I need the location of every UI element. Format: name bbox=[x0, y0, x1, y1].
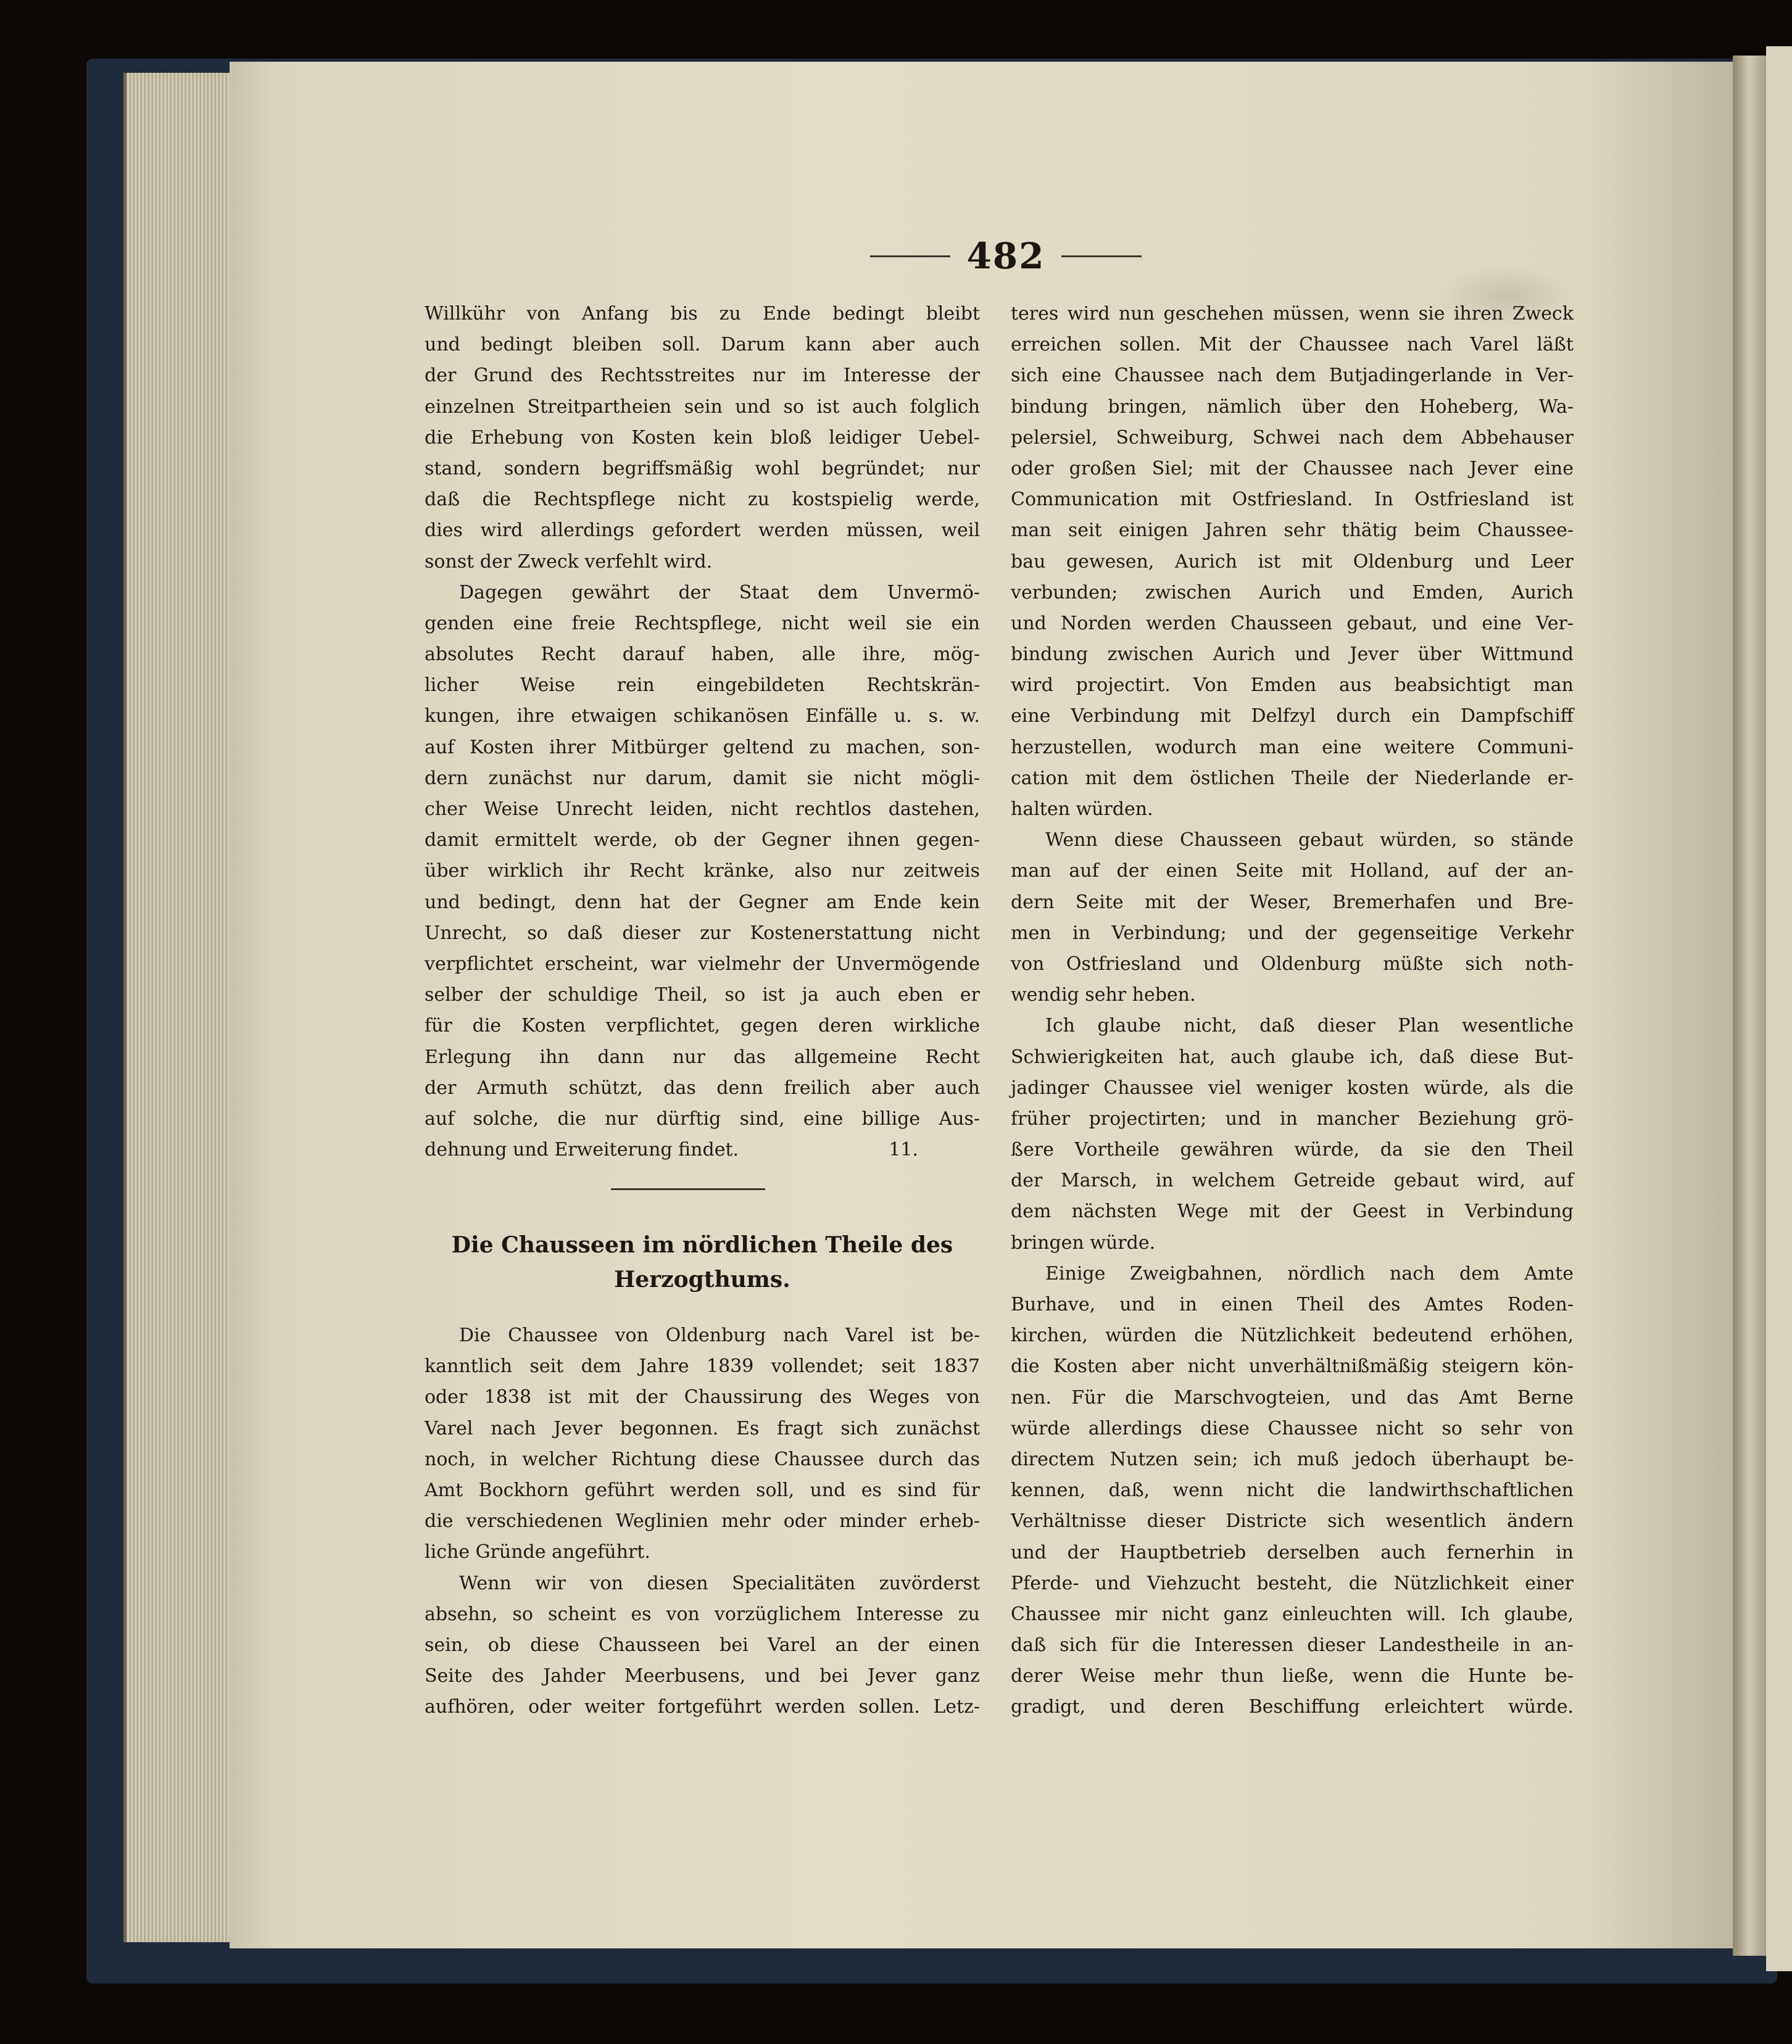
text-line: Schwierigkeiten hat, auch glaube ich, daß diese But- bbox=[1011, 1046, 1574, 1068]
text-line: über wirklich ihr Recht kränke, also nur zeitweis bbox=[425, 860, 980, 882]
text-line: bau gewesen, Aurich ist mit Oldenburg und Leer bbox=[1011, 550, 1574, 573]
text-line: dehnung und Erweiterung findet. bbox=[425, 1139, 739, 1161]
text-line: bindung bringen, nämlich über den Hoheberg, Wa- bbox=[1011, 395, 1574, 418]
text-line: jadinger Chaussee viel weniger kosten würde, als die bbox=[1011, 1077, 1574, 1099]
text-line: teres wird nun geschehen müssen, wenn sie ihren Zweck bbox=[1011, 303, 1574, 325]
text-line: und bedingt, denn hat der Gegner am Ende kein bbox=[425, 891, 980, 913]
text-line: Wenn wir von diesen Specialitäten zuvörderst bbox=[459, 1572, 980, 1594]
right-column bbox=[1011, 299, 1574, 1723]
text-line: verbunden; zwischen Aurich und Emden, Aurich bbox=[1011, 581, 1574, 603]
text-line: Willkühr von Anfang bis zu Ende bedingt bleibt bbox=[425, 303, 980, 325]
text-line: Wenn diese Chausseen gebaut würden, so stände bbox=[1045, 829, 1574, 851]
text-line: der Grund des Rechtsstreites nur im Interesse der bbox=[425, 365, 980, 387]
left-column-article bbox=[425, 1320, 980, 1723]
text-line: die Erhebung von Kosten kein bloß leidiger Uebel- bbox=[425, 426, 980, 449]
text-line: absolutes Recht darauf haben, alle ihre, mög- bbox=[425, 643, 980, 666]
text-line: Pferde- und Viehzucht besteht, die Nützlichkeit einer bbox=[1011, 1572, 1574, 1594]
text-line: dern zunächst nur darum, damit sie nicht mögli- bbox=[425, 767, 980, 789]
text-line: auf Kosten ihrer Mitbürger geltend zu machen, son- bbox=[425, 736, 980, 758]
text-line: die verschiedenen Weglinien mehr oder minder erheb- bbox=[425, 1510, 980, 1533]
text-line: der Marsch, in welchem Getreide gebaut wird, auf bbox=[1011, 1170, 1574, 1192]
text-line: Varel nach Jever begonnen. Es fragt sich zunächst bbox=[425, 1417, 980, 1439]
book-gutter bbox=[1733, 56, 1770, 1956]
text-line: von Ostfriesland und Oldenburg müßte sich noth- bbox=[1011, 953, 1574, 975]
text-line: erreichen sollen. Mit der Chaussee nach Varel läßt bbox=[1011, 334, 1574, 356]
text-line: sein, ob diese Chausseen bei Varel an der einen bbox=[425, 1634, 980, 1656]
section-heading bbox=[425, 1228, 980, 1297]
text-line: directem Nutzen sein; ich muß jedoch überhaupt be- bbox=[1011, 1448, 1574, 1470]
text-line: und bedingt bleiben soll. Darum kann aber auch bbox=[425, 334, 980, 356]
text-line: derer Weise mehr thun ließe, wenn die Hunte be- bbox=[1011, 1665, 1574, 1687]
text-line: Burhave, und in einen Theil des Amtes Roden- bbox=[1011, 1294, 1574, 1315]
text-line: und Norden werden Chausseen gebaut, und eine Ver- bbox=[1011, 612, 1574, 634]
text-line: früher projectirten; und in mancher Beziehung grö- bbox=[1011, 1107, 1574, 1130]
text-line: sonst der Zweck verfehlt wird. bbox=[425, 550, 713, 573]
text-line: oder 1838 ist mit der Chaussirung des Weges von bbox=[425, 1386, 980, 1409]
text-line: würde allerdings diese Chaussee nicht so sehr von bbox=[1011, 1417, 1574, 1439]
text-line: Einige Zweigbahnen, nördlich nach dem Amte bbox=[1045, 1262, 1574, 1285]
text-line: dies wird allerdings gefordert werden müssen, weil bbox=[425, 519, 980, 542]
text-line: verpflichtet erscheint, war vielmehr der Unvermögende bbox=[425, 953, 980, 975]
text-line: wendig sehr heben. bbox=[1011, 984, 1196, 1006]
heading-line: Herzogthums. bbox=[614, 1267, 790, 1293]
text-line: eine Verbindung mit Delfzyl durch ein Dampfschiff bbox=[1011, 705, 1574, 727]
header-rule-left bbox=[870, 255, 950, 257]
text-line: licher Weise rein eingebildeten Rechtskrän- bbox=[425, 674, 980, 697]
left-column bbox=[425, 299, 980, 1165]
text-line: daß sich für die Interessen dieser Landestheile in an- bbox=[1011, 1634, 1574, 1657]
text-line: nen. Für die Marschvogteien, und das Amt Berne bbox=[1011, 1386, 1574, 1409]
text-line: man auf der einen Seite mit Holland, auf der an- bbox=[1011, 860, 1574, 882]
text-line: selber der schuldige Theil, so ist ja auch eben er bbox=[425, 984, 980, 1006]
text-line: kirchen, würden die Nützlichkeit bedeutend erhöhen, bbox=[1011, 1325, 1574, 1347]
text-line: auf solche, die nur dürftig sind, eine billige Aus- bbox=[425, 1107, 980, 1130]
text-line: absehn, so scheint es von vorzüglichem Interesse zu bbox=[425, 1603, 980, 1625]
text-line: dem nächsten Wege mit der Geest in Verbindung bbox=[1011, 1201, 1574, 1223]
text-line: oder großen Siel; mit der Chaussee nach Jever eine bbox=[1011, 457, 1574, 479]
section-divider bbox=[611, 1188, 765, 1190]
text-line: Verhältnisse dieser Districte sich wesentlich ändern bbox=[1011, 1510, 1574, 1533]
text-line: Communication mit Ostfriesland. In Ostfriesland ist bbox=[1011, 489, 1574, 511]
text-line: gradigt, und deren Beschiffung erleichtert würde. bbox=[1011, 1696, 1574, 1718]
page-number: 482 bbox=[966, 235, 1045, 277]
text-line: und der Hauptbetrieb derselben auch fernerhin in bbox=[1011, 1541, 1574, 1563]
text-line: Amt Bockhorn geführt werden soll, und es sind für bbox=[425, 1479, 980, 1501]
author-signature: 11. bbox=[889, 1139, 918, 1161]
text-line: dern Seite mit der Weser, Bremerhafen und Bre- bbox=[1011, 891, 1574, 913]
next-page-edge bbox=[1766, 46, 1792, 1971]
page-header bbox=[839, 228, 1172, 284]
text-line: Die Chaussee von Oldenburg nach Varel ist be- bbox=[459, 1325, 980, 1346]
text-line: damit ermittelt werde, ob der Gegner ihnen gegen- bbox=[425, 829, 980, 851]
text-line: kanntlich seit dem Jahre 1839 vollendet; seit 1837 bbox=[425, 1355, 980, 1378]
text-line: einzelnen Streitpartheien sein und so ist auch folglich bbox=[425, 395, 980, 418]
text-line: wird projectirt. Von Emden aus beabsichtigt man bbox=[1011, 674, 1574, 697]
text-line: Chaussee mir nicht ganz einleuchten will. Ich glaube, bbox=[1011, 1603, 1574, 1625]
text-line: bindung zwischen Aurich und Jever über Wittmund bbox=[1011, 643, 1574, 666]
text-line: der Armuth schützt, das denn freilich aber auch bbox=[425, 1077, 980, 1099]
text-line: Dagegen gewährt der Staat dem Unvermö- bbox=[459, 581, 980, 603]
text-line: Erlegung ihn dann nur das allgemeine Recht bbox=[425, 1046, 980, 1068]
text-line: für die Kosten verpflichtet, gegen deren wirkliche bbox=[425, 1015, 980, 1037]
text-line: cation mit dem östlichen Theile der Niederlande er- bbox=[1011, 767, 1574, 789]
text-line: sich eine Chaussee nach dem Butjadingerlande in Ver- bbox=[1011, 365, 1574, 387]
text-line: Unrecht, so daß dieser zur Kostenerstattung nicht bbox=[425, 922, 980, 944]
text-line: liche Gründe angeführt. bbox=[425, 1541, 650, 1563]
text-line: genden eine freie Rechtspflege, nicht weil sie ein bbox=[425, 612, 980, 634]
text-line: man seit einigen Jahren sehr thätig beim Chaussee- bbox=[1011, 519, 1574, 542]
text-line-with-signature bbox=[425, 1135, 980, 1165]
text-line: die Kosten aber nicht unverhältnißmäßig steigern kön- bbox=[1011, 1355, 1574, 1378]
text-line: daß die Rechtspflege nicht zu kostspielig werde, bbox=[425, 489, 980, 511]
text-line: aufhören, oder weiter fortgeführt werden sollen. Letz- bbox=[425, 1696, 980, 1718]
text-line: noch, in welcher Richtung diese Chaussee durch das bbox=[425, 1448, 980, 1470]
text-line: bringen würde. bbox=[1011, 1231, 1156, 1254]
text-line: cher Weise Unrecht leiden, nicht rechtlos dastehen, bbox=[425, 798, 980, 820]
heading-line: Die Chausseen im nördlichen Theile des bbox=[451, 1232, 953, 1258]
text-line: Seite des Jahder Meerbusens, und bei Jever ganz bbox=[425, 1665, 980, 1687]
text-line: pelersiel, Schweiburg, Schwei nach dem Abbehauser bbox=[1011, 426, 1574, 449]
text-line: men in Verbindung; und der gegenseitige Verkehr bbox=[1011, 922, 1574, 944]
text-line: Ich glaube nicht, daß dieser Plan wesentliche bbox=[1045, 1015, 1574, 1037]
text-line: halten würden. bbox=[1011, 798, 1153, 820]
text-line: herzustellen, wodurch man eine weitere Communi- bbox=[1011, 736, 1574, 758]
text-line: kennen, daß, wenn nicht die landwirthschaftlichen bbox=[1011, 1479, 1574, 1502]
text-line: kungen, ihre etwaigen schikanösen Einfälle u. s. w. bbox=[425, 705, 980, 727]
header-rule-right bbox=[1061, 255, 1142, 257]
text-line: ßere Vortheile gewähren würde, da sie den Theil bbox=[1011, 1139, 1574, 1161]
text-line: stand, sondern begriffsmäßig wohl begründet; nur bbox=[425, 457, 980, 479]
